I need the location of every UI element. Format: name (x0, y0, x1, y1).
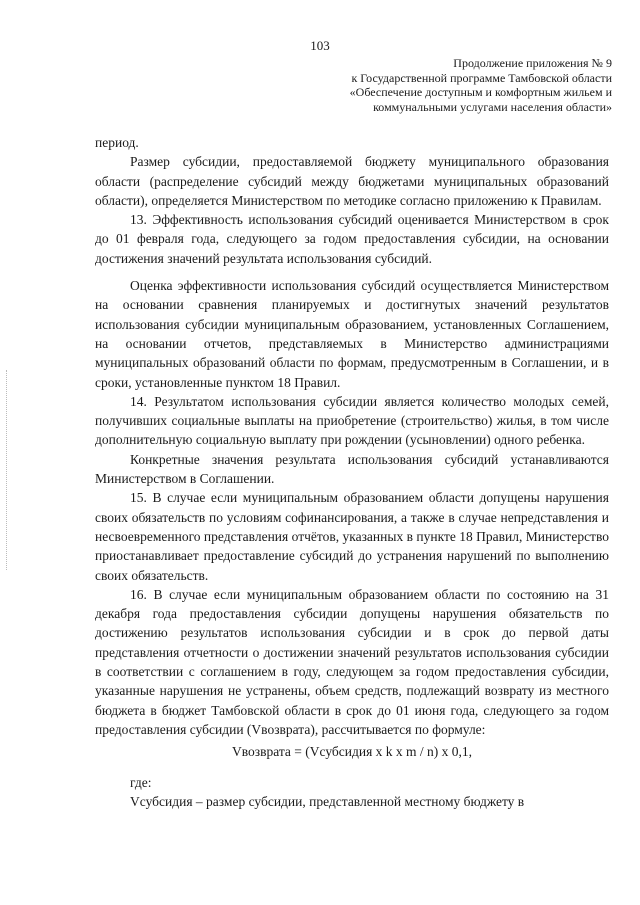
definition-v-subsidy: Vсубсидия – размер субсидии, представленной местному бюджету в (130, 793, 525, 809)
paragraph-efficiency-assessment: Оценка эффективности использования субсидий осуществляется Министерством на основании сравнения планируемых и достигнутых значений результатов использования субсидии муниципальным образованием, установленных Соглашением, на основании отчетов, представляемых в Министерство администрациями муниципальных образований области по формам, предусмотренным в Соглашении, и в сроки, установленные пунктом 18 Правил. (95, 278, 609, 390)
paragraph-15: 15. В случае если муниципальным образованием области допущены нарушения своих обязательств по условиям софинансирования, а также в случае непредставления и несвоевременного представления отчётов, указанных в пункте 18 Правил, Министерство приостанавливает предоставление субсидий до устранения нарушений по выполнению своих обязательств. (95, 490, 609, 583)
appendix-header (312, 56, 612, 114)
appendix-header-line: Продолжение приложения № 9 (453, 56, 612, 70)
appendix-header-line: коммунальными услугами населения области» (373, 99, 612, 114)
paragraph-16: 16. В случае если муниципальным образованием области по состоянию на 31 декабря года предоставления субсидии допущены нарушения обязательств по достижению результатов использования субсидии и в срок до первой даты представления отчетности о достижении значений результатов использования субсидии в соответствии с соглашением в году, следующем за годом предоставления субсидии, указанные нарушения не устранены, объем средств, подлежащий возврату из местного бюджета в бюджет Тамбовской области в срок до 01 июня года, следующего за годом предоставления субсидии (Vвозврата), рассчитывается по формуле: (95, 586, 609, 737)
paragraph-subsidy-amount: Размер субсидии, предоставляемой бюджету муниципального образования области (распределение субсидий между бюджетами муниципальных образований области), определяется Министерством по методике согласно приложению к Правилам. (95, 154, 609, 208)
refund-formula: Vвозврата = (Vсубсидия x k x m / n) x 0,1, (231, 744, 473, 760)
paragraph-result-values: Конкретные значения результата использования субсидий устанавливаются Министерством в Соглашении. (95, 451, 609, 487)
document-body (95, 133, 609, 811)
appendix-header-line: «Обеспечение доступным и комфортным жильем и (349, 85, 612, 99)
where-label: где: (130, 774, 152, 790)
paragraph-14: 14. Результатом использования субсидии является количество молодых семей, получивших социальные выплаты на приобретение (строительство) жилья, в том числе дополнительную социальную выплату при рождении (усыновлении) одного ребенка. (95, 393, 609, 448)
page-number: 103 (310, 38, 330, 53)
scan-margin-marks (6, 370, 9, 570)
appendix-header-line: к Государственной программе Тамбовской области (351, 70, 612, 85)
paragraph-13: 13. Эффективность использования субсидий оценивается Министерством в срок до 01 февраля года, следующего за годом предоставления субсидии, на основании достижения значений результата использования субсидий. (95, 212, 609, 266)
paragraph-continuation: период. (95, 135, 139, 150)
